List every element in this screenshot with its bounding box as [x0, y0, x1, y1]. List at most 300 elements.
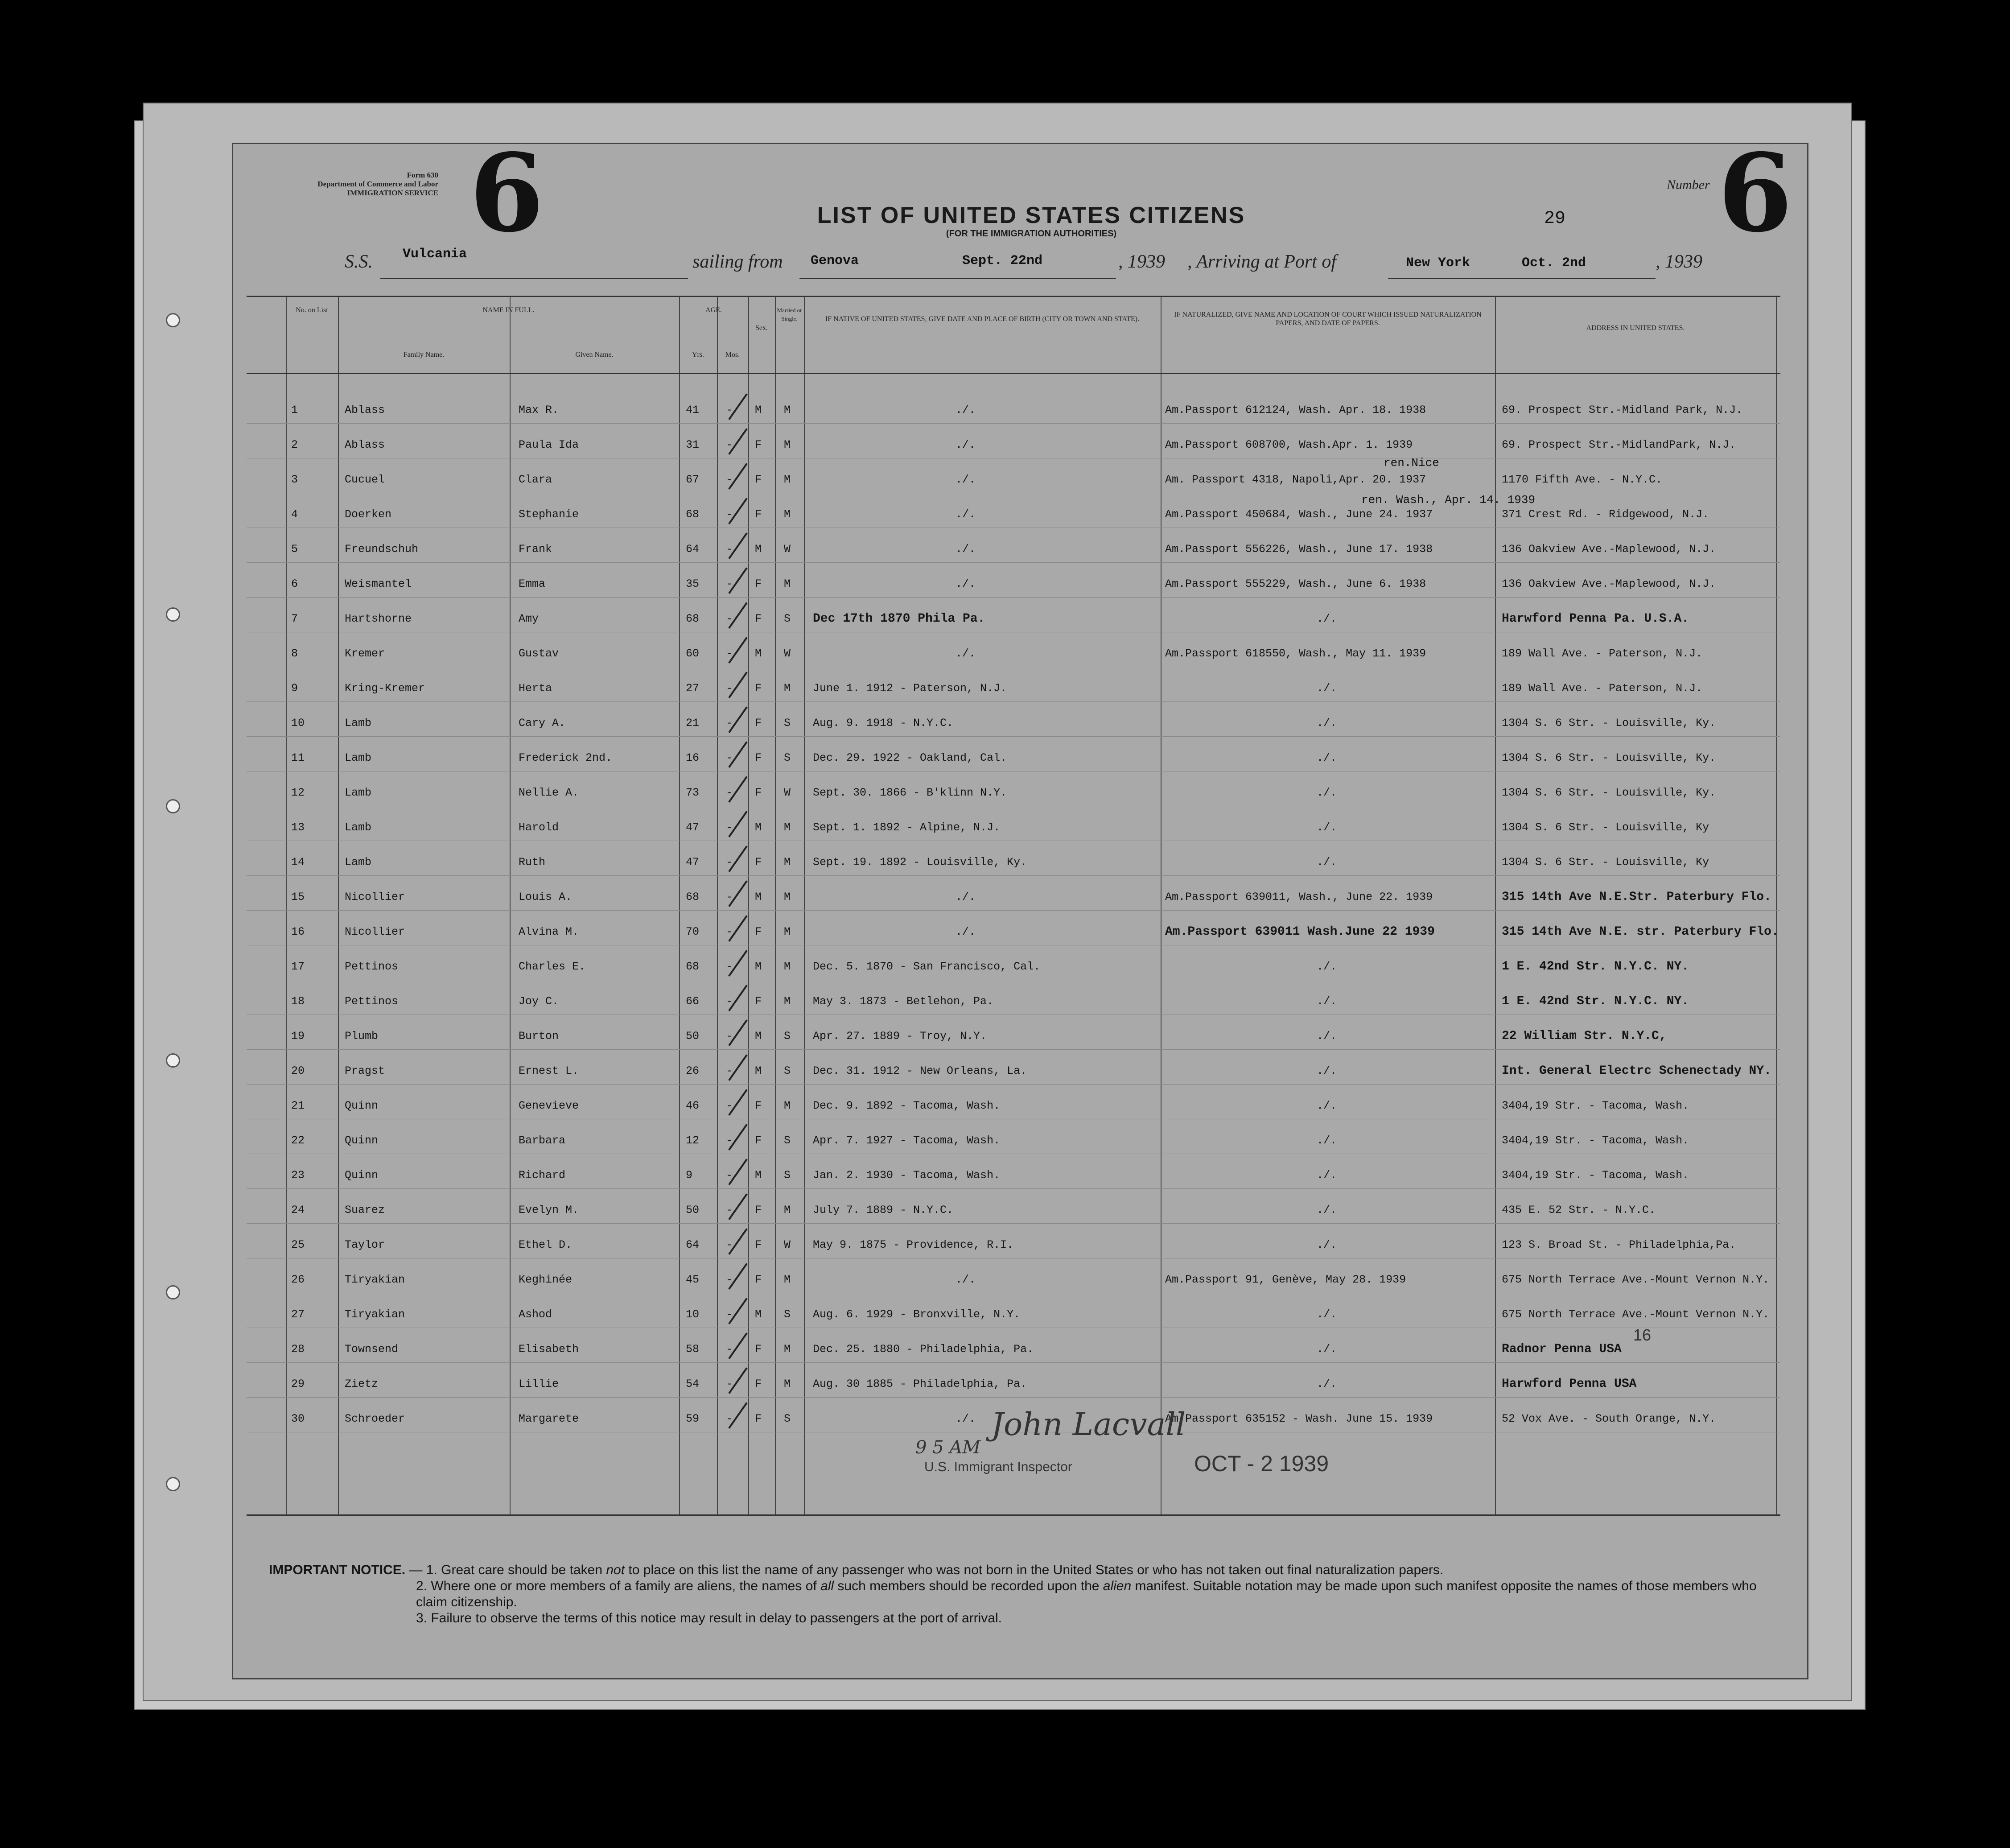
birth-info: Apr. 7. 1927 - Tacoma, Wash.: [813, 1134, 1001, 1147]
family-name: Doerken: [345, 508, 392, 521]
notice-heading: IMPORTANT NOTICE.: [269, 1563, 406, 1577]
family-name: Quinn: [345, 1099, 379, 1112]
punch-hole: [166, 607, 180, 622]
naturalization-info: Am.Passport 450684, Wash., June 24. 1937: [1165, 508, 1433, 521]
age-months: -: [726, 1412, 733, 1425]
birth-info: Apr. 27. 1889 - Troy, N.Y.: [813, 1030, 987, 1043]
given-name: Ethel D.: [519, 1238, 573, 1251]
table-row: [247, 1223, 1780, 1258]
given-name: Genevieve: [519, 1099, 579, 1112]
age-months: -: [726, 1343, 733, 1356]
naturalization-info: ./.: [1317, 612, 1337, 625]
given-name: Ruth: [519, 856, 546, 869]
age-months: -: [726, 578, 733, 590]
ship-name: Vulcania: [403, 247, 467, 262]
sex: F: [755, 438, 762, 451]
row-number: 24: [291, 1204, 305, 1217]
marital-status: M: [784, 1343, 791, 1356]
family-name: Plumb: [345, 1030, 379, 1043]
row-number: 16: [291, 925, 305, 938]
marital-status: W: [784, 786, 791, 799]
address: 69. Prospect Str.-MidlandPark, N.J.: [1502, 438, 1736, 451]
manifest-page: [232, 130, 1808, 1679]
age-years: 64: [686, 1238, 700, 1251]
address: 1304 S. 6 Str. - Louisville, Ky: [1502, 856, 1709, 869]
birth-info: ./.: [956, 508, 976, 521]
sex: M: [755, 404, 762, 417]
given-name: Cary A.: [519, 717, 566, 730]
table-row: [247, 1328, 1780, 1363]
row-number: 1: [291, 404, 298, 417]
row-number: 12: [291, 786, 305, 799]
address: 189 Wall Ave. - Paterson, N.J.: [1502, 682, 1703, 695]
given-name: Burton: [519, 1030, 559, 1043]
birth-info: Sept. 30. 1866 - B'klinn N.Y.: [813, 786, 1007, 799]
row-number: 17: [291, 960, 305, 973]
sex: F: [755, 1343, 762, 1356]
header-birth: IF NATIVE OF UNITED STATES, GIVE DATE AND PLACE OF BIRTH (CITY OR TOWN AND STATE).: [825, 315, 1140, 323]
renewal-note: ren.Nice: [1384, 456, 1439, 470]
passenger-table: [247, 296, 1780, 1516]
sex: M: [755, 960, 762, 973]
row-number: 4: [291, 508, 298, 521]
date-to: Oct. 2nd: [1522, 256, 1586, 271]
birth-info: ./.: [956, 647, 976, 660]
address: 675 North Terrace Ave.-Mount Vernon N.Y.: [1502, 1273, 1770, 1286]
given-name: Max R.: [519, 404, 559, 417]
birth-info: ./.: [956, 578, 976, 590]
header-rule: [247, 373, 1780, 374]
marital-status: M: [784, 891, 791, 903]
address: Harwford Penna USA: [1502, 1377, 1637, 1391]
marital-status: M: [784, 404, 791, 417]
naturalization-info: Am.Passport 556226, Wash., June 17. 1938: [1165, 543, 1433, 556]
family-name: Lamb: [345, 751, 372, 764]
given-name: Barbara: [519, 1134, 566, 1147]
sex: F: [755, 786, 762, 799]
birth-info: ./.: [956, 1273, 976, 1286]
sex: M: [755, 1169, 762, 1182]
row-number: 28: [291, 1343, 305, 1356]
marital-status: S: [784, 751, 791, 764]
address: 136 Oakview Ave.-Maplewood, N.J.: [1502, 543, 1716, 556]
marital-status: M: [784, 508, 791, 521]
family-name: Ablass: [345, 438, 385, 451]
family-name: Pettinos: [345, 995, 399, 1008]
marital-status: S: [784, 1169, 791, 1182]
birth-info: ./.: [956, 438, 976, 451]
table-row: [247, 423, 1780, 458]
family-name: Weismantel: [345, 578, 412, 590]
table-row: [247, 562, 1780, 598]
given-name: Amy: [519, 612, 539, 625]
table-row: [247, 1293, 1780, 1328]
age-years: 68: [686, 960, 700, 973]
given-name: Frederick 2nd.: [519, 751, 613, 764]
table-row: [247, 701, 1780, 737]
age-years: 68: [686, 508, 700, 521]
table-row: [247, 875, 1780, 911]
row-number: 13: [291, 821, 305, 834]
sex: F: [755, 995, 762, 1008]
notice-line-1: [269, 1562, 1785, 1578]
age-years: 58: [686, 1343, 700, 1356]
port-to: New York: [1406, 256, 1470, 271]
marital-status: W: [784, 647, 791, 660]
family-name: Ablass: [345, 404, 385, 417]
header-name: NAME IN FULL.: [482, 306, 535, 314]
address: 1 E. 42nd Str. N.Y.C. NY.: [1502, 994, 1689, 1008]
table-row: [247, 945, 1780, 980]
header-married: Married or Single.: [777, 307, 802, 322]
sex: F: [755, 612, 762, 625]
age-years: 12: [686, 1134, 700, 1147]
marital-status: M: [784, 473, 791, 486]
address: 315 14th Ave N.E. str. Paterbury Flo.: [1502, 925, 1779, 939]
row-number: 11: [291, 751, 305, 764]
table-row: [247, 388, 1780, 424]
naturalization-info: Am.Passport 608700, Wash.Apr. 1. 1939: [1165, 438, 1413, 451]
ss-label: S.S.: [345, 252, 373, 272]
marital-status: M: [784, 1378, 791, 1390]
address: 1304 S. 6 Str. - Louisville, Ky.: [1502, 786, 1716, 799]
naturalization-info: ./.: [1317, 1134, 1337, 1147]
age-months: -: [726, 960, 733, 973]
address: 315 14th Ave N.E.Str. Paterbury Flo.: [1502, 890, 1771, 904]
marital-status: M: [784, 438, 791, 451]
family-name: Kring-Kremer: [345, 682, 425, 695]
address: Radnor Penna USA: [1502, 1342, 1622, 1356]
given-name: Gustav: [519, 647, 559, 660]
marital-status: S: [784, 612, 791, 625]
punch-hole: [166, 313, 180, 327]
age-years: 16: [686, 751, 700, 764]
table-row: [247, 1015, 1780, 1050]
naturalization-info: Am.Passport 612124, Wash. Apr. 18. 1938: [1165, 404, 1426, 417]
age-years: 27: [686, 682, 700, 695]
sex: F: [755, 717, 762, 730]
age-months: -: [726, 1308, 733, 1321]
age-years: 35: [686, 578, 700, 590]
table-row: [247, 841, 1780, 876]
family-name: Tiryakian: [345, 1273, 405, 1286]
sex: F: [755, 1238, 762, 1251]
age-months: -: [726, 1378, 733, 1390]
sex: M: [755, 1308, 762, 1321]
family-name: Pragst: [345, 1064, 385, 1077]
given-name: Joy C.: [519, 995, 559, 1008]
arriving-label: , Arriving at Port of: [1187, 252, 1337, 272]
marital-status: S: [784, 1134, 791, 1147]
form-header: [287, 171, 438, 198]
fill-line: [380, 278, 688, 279]
table-row: [247, 528, 1780, 563]
naturalization-info: ./.: [1317, 1064, 1337, 1077]
address: 1170 Fifth Ave. - N.Y.C.: [1502, 473, 1663, 486]
row-number: 7: [291, 612, 298, 625]
marital-status: S: [784, 1064, 791, 1077]
age-years: 66: [686, 995, 700, 1008]
family-name: Lamb: [345, 821, 372, 834]
marital-status: M: [784, 578, 791, 590]
address: 189 Wall Ave. - Paterson, N.J.: [1502, 647, 1703, 660]
sex: M: [755, 543, 762, 556]
header-age: AGE.: [705, 306, 722, 314]
family-name: Suarez: [345, 1204, 385, 1217]
sex: F: [755, 1378, 762, 1390]
row-number: 2: [291, 438, 298, 451]
age-months: -: [726, 1169, 733, 1182]
marital-status: M: [784, 821, 791, 834]
margin-mark: 16: [1633, 1326, 1652, 1344]
inspector-signature: John Lacvall: [991, 1406, 1186, 1443]
table-row: [247, 910, 1780, 945]
family-name: Quinn: [345, 1169, 379, 1182]
birth-info: ./.: [956, 1412, 976, 1425]
sex: F: [755, 1273, 762, 1286]
birth-info: Sept. 1. 1892 - Alpine, N.J.: [813, 821, 1001, 834]
table-row: [247, 597, 1780, 632]
sex: M: [755, 821, 762, 834]
family-name: Nicollier: [345, 891, 405, 903]
age-years: 47: [686, 821, 700, 834]
age-months: -: [726, 1134, 733, 1147]
birth-info: ./.: [956, 891, 976, 903]
sex: M: [755, 891, 762, 903]
service: IMMIGRATION SERVICE: [347, 189, 438, 197]
age-years: 46: [686, 1099, 700, 1112]
age-months: -: [726, 1273, 733, 1286]
row-number: 27: [291, 1308, 305, 1321]
sex: M: [755, 1030, 762, 1043]
row-number: 21: [291, 1099, 305, 1112]
naturalization-info: Am.Passport 639011, Wash., June 22. 1939: [1165, 891, 1433, 903]
naturalization-info: Am.Passport 639011 Wash.June 22 1939: [1165, 925, 1435, 939]
notice-emphasis: all: [820, 1579, 834, 1593]
naturalization-info: Am.Passport 555229, Wash., June 6. 1938: [1165, 578, 1426, 590]
given-name: Harold: [519, 821, 559, 834]
age-years: 45: [686, 1273, 700, 1286]
birth-info: July 7. 1889 - N.Y.C.: [813, 1204, 954, 1217]
table-row: [247, 493, 1780, 528]
table-row: [247, 1154, 1780, 1189]
sex: F: [755, 1204, 762, 1217]
list-number-right: 6: [1718, 130, 1792, 256]
table-row: [247, 458, 1780, 493]
table-row: [247, 771, 1780, 806]
age-months: -: [726, 1030, 733, 1043]
sex: F: [755, 682, 762, 695]
row-number: 19: [291, 1030, 305, 1043]
address: 22 William Str. N.Y.C,: [1502, 1029, 1667, 1043]
address: 371 Crest Rd. - Ridgewood, N.J.: [1502, 508, 1709, 521]
given-name: Charles E.: [519, 960, 586, 973]
age-months: -: [726, 438, 733, 451]
naturalization-info: ./.: [1317, 1378, 1337, 1390]
punch-hole: [166, 799, 180, 813]
age-years: 47: [686, 856, 700, 869]
birth-info: Aug. 6. 1929 - Bronxville, N.Y.: [813, 1308, 1021, 1321]
given-name: Paula Ida: [519, 438, 579, 451]
age-years: 68: [686, 891, 700, 903]
form-number: Form 630: [407, 171, 438, 179]
year-from: , 1939: [1118, 252, 1165, 272]
given-name: Frank: [519, 543, 552, 556]
row-number: 15: [291, 891, 305, 903]
header-naturalized: IF NATURALIZED, GIVE NAME AND LOCATION OF COURT WHICH ISSUED NATURALIZATION PAPERS, AND DATE OF PAPERS.: [1174, 311, 1482, 327]
naturalization-info: ./.: [1317, 1204, 1337, 1217]
marital-status: S: [784, 1308, 791, 1321]
table-row: [247, 1188, 1780, 1224]
table-row: [247, 667, 1780, 702]
marital-status: S: [784, 717, 791, 730]
sex: M: [755, 1064, 762, 1077]
given-name: Nellie A.: [519, 786, 579, 799]
renewal-note: ren. Wash., Apr. 14. 1939: [1361, 493, 1536, 507]
age-years: 41: [686, 404, 700, 417]
marital-status: M: [784, 925, 791, 938]
table-row: [247, 806, 1780, 841]
marital-status: M: [784, 682, 791, 695]
age-years: 9: [686, 1169, 693, 1182]
row-number: 6: [291, 578, 298, 590]
address: 69. Prospect Str.-Midland Park, N.J.: [1502, 404, 1743, 417]
row-number: 30: [291, 1412, 305, 1425]
naturalization-info: ./.: [1317, 960, 1337, 973]
age-months: -: [726, 1238, 733, 1251]
row-number: 23: [291, 1169, 305, 1182]
row-number: 3: [291, 473, 298, 486]
sex: F: [755, 1412, 762, 1425]
sex: F: [755, 1134, 762, 1147]
naturalization-info: ./.: [1317, 1030, 1337, 1043]
header-sex: Sex.: [755, 324, 768, 332]
sex: F: [755, 751, 762, 764]
inspector-stamp: U.S. Immigrant Inspector: [924, 1460, 1072, 1474]
page-title: LIST OF UNITED STATES CITIZENS: [817, 202, 1246, 228]
family-name: Townsend: [345, 1343, 399, 1356]
family-name: Tiryakian: [345, 1308, 405, 1321]
address: 136 Oakview Ave.-Maplewood, N.J.: [1502, 578, 1716, 590]
age-months: -: [726, 995, 733, 1008]
birth-info: Dec 17th 1870 Phila Pa.: [813, 612, 985, 626]
address: 1304 S. 6 Str. - Louisville, Ky.: [1502, 751, 1716, 764]
notice-text: manifest. Suitable notation may be made upon such manifest opposite the names of those members who claim citizenship.: [416, 1579, 1757, 1609]
list-number-left: 6: [470, 130, 544, 256]
table-row: [247, 1362, 1780, 1398]
birth-info: Dec. 31. 1912 - New Orleans, La.: [813, 1064, 1027, 1077]
age-months: -: [726, 1064, 733, 1077]
naturalization-info: Am.Passport 618550, Wash., May 11. 1939: [1165, 647, 1426, 660]
age-months: -: [726, 717, 733, 730]
age-years: 60: [686, 647, 700, 660]
date-stamp: OCT - 2 1939: [1194, 1451, 1329, 1476]
row-number: 10: [291, 717, 305, 730]
header-address: ADDRESS IN UNITED STATES.: [1586, 324, 1685, 332]
notice-text: 2. Where one or more members of a family are aliens, the names of: [416, 1579, 821, 1593]
birth-info: ./.: [956, 473, 976, 486]
birth-info: Dec. 5. 1870 - San Francisco, Cal.: [813, 960, 1041, 973]
address: Int. General Electrc Schenectady NY.: [1502, 1064, 1771, 1078]
birth-info: Dec. 29. 1922 - Oakland, Cal.: [813, 751, 1007, 764]
marital-status: M: [784, 995, 791, 1008]
notice-text: such members should be recorded upon the: [834, 1579, 1103, 1593]
age-months: -: [726, 682, 733, 695]
page-subtitle: (FOR THE IMMIGRATION AUTHORITIES): [946, 229, 1117, 239]
marital-status: W: [784, 1238, 791, 1251]
address: 435 E. 52 Str. - N.Y.C.: [1502, 1204, 1656, 1217]
given-name: Lillie: [519, 1378, 559, 1390]
age-months: -: [726, 751, 733, 764]
given-name: Alvina M.: [519, 925, 579, 938]
birth-info: ./.: [956, 925, 976, 938]
family-name: Schroeder: [345, 1412, 405, 1425]
table-row: [247, 1258, 1780, 1293]
address: 123 S. Broad St. - Philadelphia,Pa.: [1502, 1238, 1736, 1251]
address: 1 E. 42nd Str. N.Y.C. NY.: [1502, 960, 1689, 974]
age-months: -: [726, 404, 733, 417]
row-number: 26: [291, 1273, 305, 1286]
row-number: 14: [291, 856, 305, 869]
family-name: Hartshorne: [345, 612, 412, 625]
naturalization-info: ./.: [1317, 821, 1337, 834]
given-name: Margarete: [519, 1412, 579, 1425]
age-months: -: [726, 925, 733, 938]
marital-status: W: [784, 543, 791, 556]
age-years: 10: [686, 1308, 700, 1321]
family-name: Taylor: [345, 1238, 385, 1251]
naturalization-info: ./.: [1317, 1308, 1337, 1321]
sex: M: [755, 647, 762, 660]
notice-emphasis: not: [606, 1563, 625, 1577]
row-number: 20: [291, 1064, 305, 1077]
age-years: 67: [686, 473, 700, 486]
punch-hole: [166, 1285, 180, 1299]
header-mos: Mos.: [725, 351, 740, 359]
naturalization-info: ./.: [1317, 717, 1337, 730]
given-name: Ernest L.: [519, 1064, 579, 1077]
naturalization-info: ./.: [1317, 682, 1337, 695]
address: 1304 S. 6 Str. - Louisville, Ky.: [1502, 717, 1716, 730]
birth-info: ./.: [956, 543, 976, 556]
birth-info: June 1. 1912 - Paterson, N.J.: [813, 682, 1007, 695]
family-name: Zietz: [345, 1378, 379, 1390]
given-name: Herta: [519, 682, 552, 695]
marital-status: M: [784, 1273, 791, 1286]
age-months: -: [726, 856, 733, 869]
birth-info: Jan. 2. 1930 - Tacoma, Wash.: [813, 1169, 1001, 1182]
age-years: 73: [686, 786, 700, 799]
family-name: Pettinos: [345, 960, 399, 973]
birth-info: Dec. 25. 1880 - Philadelphia, Pa.: [813, 1343, 1034, 1356]
header-yrs: Yrs.: [692, 351, 704, 359]
table-row: [247, 632, 1780, 667]
birth-info: Sept. 19. 1892 - Louisville, Ky.: [813, 856, 1027, 869]
birth-info: ./.: [956, 404, 976, 417]
row-number: 22: [291, 1134, 305, 1147]
age-months: -: [726, 647, 733, 660]
sex: F: [755, 508, 762, 521]
notice-text: to place on this list the name of any passenger who was not born in the United States or who has not taken out final naturalization papers.: [625, 1563, 1444, 1577]
table-row: [247, 980, 1780, 1015]
given-name: Stephanie: [519, 508, 579, 521]
address: 1304 S. 6 Str. - Louisville, Ky: [1502, 821, 1709, 834]
page-number: 29: [1544, 209, 1566, 229]
marital-status: S: [784, 1030, 791, 1043]
given-name: Richard: [519, 1169, 566, 1182]
naturalization-info: ./.: [1317, 856, 1337, 869]
age-years: 31: [686, 438, 700, 451]
